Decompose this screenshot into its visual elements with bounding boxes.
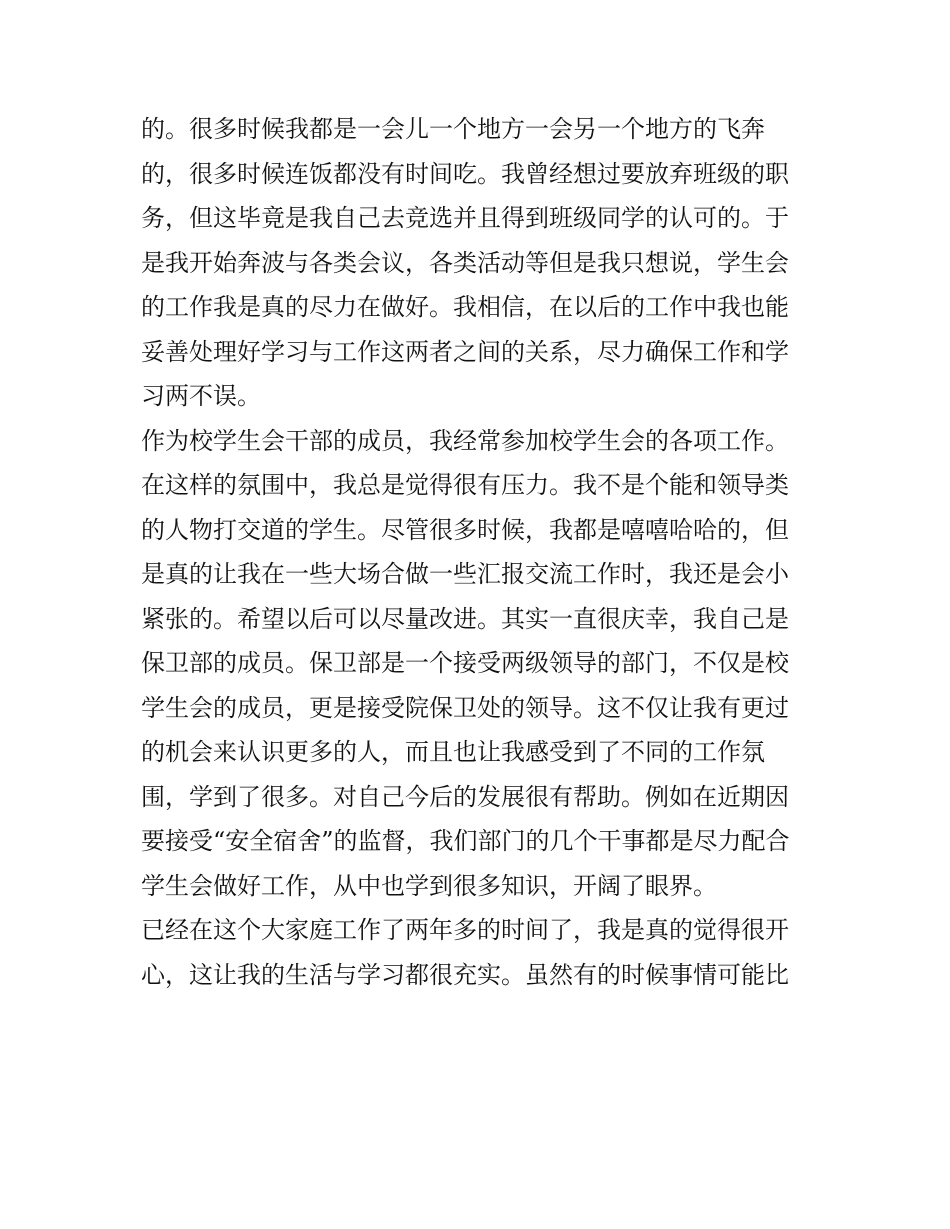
text-line: 的人物打交道的学生。尽管很多时候，我都是嘻嘻哈哈的，但 bbox=[141, 515, 789, 544]
text-line: 的。很多时候我都是一会儿一个地方一会另一个地方的飞奔 bbox=[141, 115, 765, 143]
paragraph-3 bbox=[141, 908, 821, 997]
text-line: 的工作我是真的尽力在做好。我相信，在以后的工作中我也能 bbox=[141, 293, 789, 321]
text-line: 学生会做好工作，从中也学到很多知识，开阔了眼界。 bbox=[141, 871, 717, 900]
text-line: 的，很多时候连饭都没有时间吃。我曾经想过要放弃班级的职 bbox=[141, 159, 789, 188]
text-line: 的机会来认识更多的人，而且也让我感受到了不同的工作氛 bbox=[141, 738, 765, 766]
text-line: 在这样的氛围中，我总是觉得很有压力。我不是个能和领导类 bbox=[141, 471, 789, 499]
text-line: 已经在这个大家庭工作了两年多的时间了，我是真的觉得很开 bbox=[141, 916, 789, 944]
text-line: 学生会的成员，更是接受院保卫处的领导。这不仅让我有更过 bbox=[141, 693, 789, 722]
text-line: 是真的让我在一些大场合做一些汇报交流工作时，我还是会小 bbox=[141, 560, 789, 588]
text-line: 务，但这毕竟是我自己去竞选并且得到班级同学的认可的。于 bbox=[141, 204, 789, 232]
text-line: 紧张的。希望以后可以尽量改进。其实一直很庆幸，我自己是 bbox=[141, 604, 789, 633]
text-line: 是我开始奔波与各类会议，各类活动等但是我只想说，学生会 bbox=[141, 248, 789, 277]
document-body bbox=[141, 107, 821, 997]
text-line: 要接受“安全宿舍”的监督，我们部门的几个干事都是尽力配合 bbox=[141, 827, 790, 855]
text-line: 妥善处理好学习与工作这两者之间的关系，尽力确保工作和学 bbox=[141, 337, 789, 366]
text-line: 习两不误。 bbox=[141, 382, 261, 410]
text-line: 围，学到了很多。对自己今后的发展很有帮助。例如在近期因 bbox=[141, 782, 789, 811]
paragraph-1 bbox=[141, 107, 821, 419]
paragraph-2 bbox=[141, 419, 821, 909]
text-line: 心，这让我的生活与学习都很充实。虽然有的时候事情可能比 bbox=[141, 960, 789, 989]
text-line: 作为校学生会干部的成员，我经常参加校学生会的各项工作。 bbox=[141, 426, 789, 455]
text-line: 保卫部的成员。保卫部是一个接受两级领导的部门，不仅是校 bbox=[141, 649, 789, 677]
